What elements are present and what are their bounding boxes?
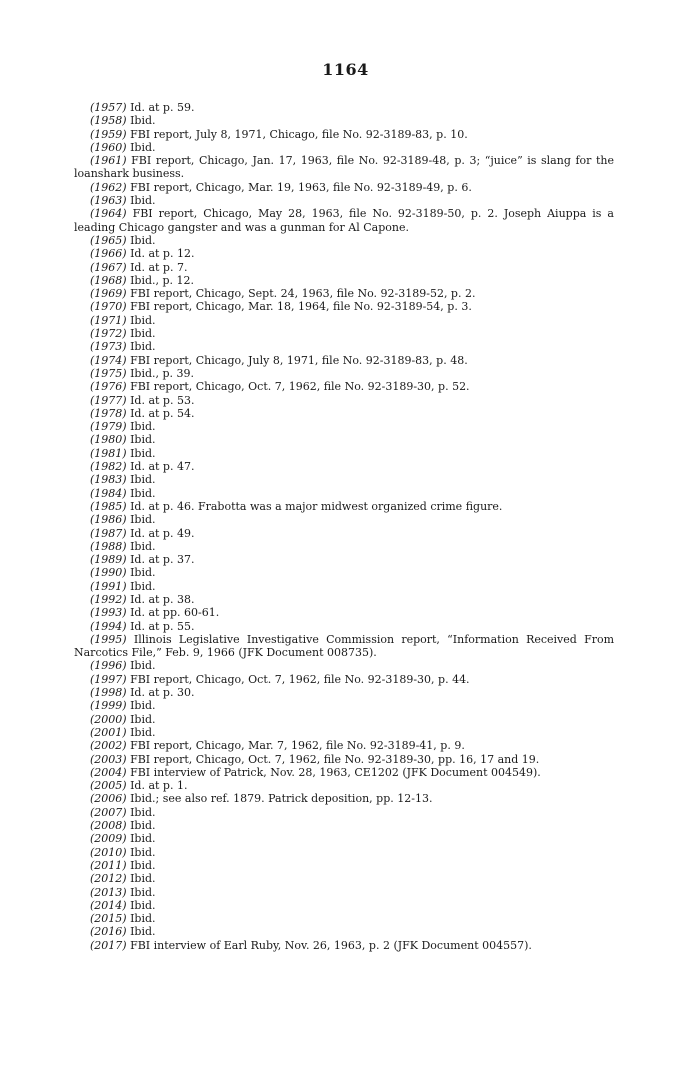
endnote-number: (1966) <box>90 247 127 261</box>
endnote-entry <box>74 367 614 380</box>
endnote-number: (2010) <box>90 845 127 859</box>
endnote-text: Ibid. <box>130 433 156 447</box>
endnote-entry <box>74 779 614 792</box>
endnote-text: Ibid. <box>130 725 156 739</box>
endnote-entry <box>74 327 614 340</box>
endnote-entry <box>74 686 614 699</box>
endnote-text: Ibid., p. 12. <box>130 273 195 287</box>
endnote-entry <box>74 939 614 952</box>
page-number: 1164 <box>322 60 369 79</box>
endnote-number: (1961) <box>90 154 127 168</box>
endnote-entry <box>74 846 614 859</box>
endnote-text: Illinois Legislative Investigative Commission report, “Information Received From Narcotics File,” Feb. 9, 1966 (JFK Document 008735). <box>74 632 615 660</box>
endnote-number: (1967) <box>90 260 127 274</box>
endnote-number: (2005) <box>90 779 127 793</box>
endnote-entry <box>74 899 614 912</box>
endnote-number: (1978) <box>90 406 127 420</box>
endnote-text: Ibid. <box>130 912 156 926</box>
endnote-entry <box>74 580 614 593</box>
endnote-number: (1971) <box>90 313 127 327</box>
endnote-entry <box>74 766 614 779</box>
endnote-text: Id. at p. 53. <box>130 393 195 407</box>
endnote-number: (1973) <box>90 340 127 354</box>
endnote-entry <box>74 713 614 726</box>
endnote-entry <box>74 806 614 819</box>
endnote-number: (1987) <box>90 526 127 540</box>
endnote-entry <box>74 407 614 420</box>
endnote-entry <box>74 673 614 686</box>
endnote-text: Ibid. <box>130 805 156 819</box>
endnote-number: (1979) <box>90 420 127 434</box>
endnote-text: FBI report, Chicago, Jan. 17, 1963, file No. 92-3189-48, p. 3; “juice” is slang for the loanshark business. <box>74 154 614 181</box>
endnote-number: (2013) <box>90 885 127 899</box>
endnote-entry <box>74 420 614 433</box>
endnote-entry <box>74 181 614 194</box>
endnote-number: (1958) <box>90 114 127 128</box>
endnote-entry <box>74 141 614 154</box>
endnote-number: (1963) <box>90 194 127 208</box>
endnote-text: Ibid. <box>130 194 156 208</box>
endnote-text: Ibid. <box>130 340 156 354</box>
endnote-number: (1964) <box>90 207 127 221</box>
endnote-entry <box>74 128 614 141</box>
endnote-text: Ibid. <box>130 446 156 460</box>
endnotes-list <box>74 101 614 952</box>
endnote-text: Id. at p. 47. <box>130 460 195 474</box>
endnote-number: (1974) <box>90 353 127 367</box>
endnote-entry <box>74 553 614 566</box>
endnote-text: FBI report, Chicago, Mar. 19, 1963, file No. 92-3189-49, p. 6. <box>130 180 472 194</box>
endnote-entry <box>74 207 614 234</box>
endnote-entry <box>74 500 614 513</box>
endnote-number: (1984) <box>90 486 127 500</box>
endnote-number: (2001) <box>90 725 127 739</box>
endnote-number: (2016) <box>90 925 127 939</box>
endnote-entry <box>74 925 614 938</box>
endnote-number: (1991) <box>90 579 127 593</box>
endnote-text: Id. at p. 7. <box>130 260 188 274</box>
endnote-number: (1960) <box>90 140 127 154</box>
endnote-number: (1972) <box>90 327 127 341</box>
endnote-number: (1993) <box>90 606 127 620</box>
endnote-number: (2015) <box>90 912 127 926</box>
endnote-entry <box>74 819 614 832</box>
endnote-text: Id. at pp. 60-61. <box>130 606 220 620</box>
endnote-text: Ibid., p. 39. <box>130 366 195 380</box>
endnote-text: FBI report, Chicago, Oct. 7, 1962, file No. 92-3189-30, p. 52. <box>130 380 470 394</box>
endnote-entry <box>74 473 614 486</box>
endnote-number: (2017) <box>90 938 127 952</box>
endnote-entry <box>74 287 614 300</box>
endnote-number: (2009) <box>90 832 127 846</box>
endnote-number: (1986) <box>90 513 127 527</box>
endnote-text: Ibid. <box>130 473 156 487</box>
endnote-entry <box>74 726 614 739</box>
endnote-number: (1976) <box>90 380 127 394</box>
endnote-entry <box>74 433 614 446</box>
endnote-text: Id. at p. 49. <box>130 526 195 540</box>
endnote-text: Ibid. <box>130 712 156 726</box>
endnote-entry <box>74 593 614 606</box>
endnote-text: Id. at p. 46. Frabotta was a major midwest organized crime figure. <box>130 499 503 513</box>
endnote-text: Ibid. <box>130 114 156 128</box>
endnote-number: (1997) <box>90 672 127 686</box>
endnote-entry <box>74 154 614 181</box>
endnote-number: (1983) <box>90 473 127 487</box>
endnote-text: FBI report, Chicago, Oct. 7, 1962, file No. 92-3189-30, p. 44. <box>130 672 470 686</box>
endnote-number: (1980) <box>90 433 127 447</box>
endnote-number: (1969) <box>90 287 127 301</box>
endnote-entry <box>74 101 614 114</box>
endnote-number: (2004) <box>90 765 127 779</box>
endnote-entry <box>74 340 614 353</box>
endnote-number: (1970) <box>90 300 127 314</box>
endnote-entry <box>74 566 614 579</box>
endnote-text: Id. at p. 59. <box>130 101 195 114</box>
endnote-text: Id. at p. 37. <box>130 553 195 567</box>
endnote-text: Ibid. <box>130 858 156 872</box>
endnote-entry <box>74 859 614 872</box>
endnote-number: (1982) <box>90 460 127 474</box>
endnote-text: Ibid. <box>130 539 156 553</box>
endnote-text: Ibid. <box>130 845 156 859</box>
endnote-entry <box>74 487 614 500</box>
endnote-number: (2002) <box>90 739 127 753</box>
endnote-entry <box>74 540 614 553</box>
endnote-number: (1992) <box>90 592 127 606</box>
endnote-text: Ibid. <box>130 140 156 154</box>
endnote-number: (2000) <box>90 712 127 726</box>
endnote-number: (1962) <box>90 180 127 194</box>
endnote-entry <box>74 194 614 207</box>
endnote-text: Ibid. <box>130 486 156 500</box>
endnote-entry <box>74 739 614 752</box>
endnote-text: Id. at p. 55. <box>130 619 195 633</box>
endnote-entry <box>74 247 614 260</box>
endnote-text: FBI interview of Earl Ruby, Nov. 26, 1963, p. 2 (JFK Document 004557). <box>130 938 532 952</box>
endnote-entry <box>74 872 614 885</box>
endnote-text: Ibid. <box>130 313 156 327</box>
endnote-text: FBI report, Chicago, July 8, 1971, file No. 92-3189-83, p. 48. <box>130 353 468 367</box>
endnote-text: FBI report, Chicago, Mar. 7, 1962, file No. 92-3189-41, p. 9. <box>130 739 465 753</box>
endnote-text: FBI report, July 8, 1971, Chicago, file No. 92-3189-83, p. 10. <box>130 127 468 141</box>
endnote-number: (1989) <box>90 553 127 567</box>
endnote-text: Ibid. <box>130 819 156 833</box>
endnote-text: Ibid. <box>130 925 156 939</box>
endnote-entry <box>74 753 614 766</box>
endnote-text: Ibid. <box>130 885 156 899</box>
endnote-entry <box>74 447 614 460</box>
endnote-text: Ibid. <box>130 872 156 886</box>
endnote-text: Id. at p. 12. <box>130 247 195 261</box>
endnote-number: (1995) <box>90 632 127 646</box>
endnote-number: (1965) <box>90 233 127 247</box>
endnote-text: Id. at p. 30. <box>130 686 195 700</box>
endnote-entry <box>74 792 614 805</box>
endnote-entry <box>74 633 614 660</box>
endnote-entry <box>74 513 614 526</box>
endnote-number: (1998) <box>90 686 127 700</box>
endnote-text: FBI report, Chicago, Sept. 24, 1963, file No. 92-3189-52, p. 2. <box>130 287 476 301</box>
endnote-number: (1988) <box>90 539 127 553</box>
endnote-entry <box>74 261 614 274</box>
endnote-text: Ibid. <box>130 832 156 846</box>
endnote-number: (1990) <box>90 566 127 580</box>
endnote-text: Ibid. <box>130 699 156 713</box>
endnote-text: FBI interview of Patrick, Nov. 28, 1963, CE1202 (JFK Document 004549). <box>130 765 541 779</box>
endnote-number: (2011) <box>90 858 127 872</box>
endnote-number: (1981) <box>90 446 127 460</box>
endnote-number: (2014) <box>90 898 127 912</box>
endnote-entry <box>74 699 614 712</box>
endnote-entry <box>74 234 614 247</box>
endnote-number: (1959) <box>90 127 127 141</box>
endnote-number: (1968) <box>90 273 127 287</box>
endnote-number: (1957) <box>90 101 127 114</box>
endnote-number: (1996) <box>90 659 127 673</box>
endnote-number: (2012) <box>90 872 127 886</box>
endnote-text: Ibid. <box>130 898 156 912</box>
endnote-number: (1977) <box>90 393 127 407</box>
endnote-entry <box>74 380 614 393</box>
endnote-text: Ibid. <box>130 579 156 593</box>
endnote-entry <box>74 659 614 672</box>
endnote-text: Ibid.; see also ref. 1879. Patrick deposition, pp. 12-13. <box>130 792 433 806</box>
endnote-entry <box>74 274 614 287</box>
endnote-text: FBI report, Chicago, May 28, 1963, file No. 92-3189-50, p. 2. Joseph Aiuppa is a leading Chicago gangster and was a gunman for Al Capone. <box>74 207 614 234</box>
endnote-number: (1975) <box>90 366 127 380</box>
endnote-entry <box>74 886 614 899</box>
endnote-text: Ibid. <box>130 659 156 673</box>
endnote-entry <box>74 314 614 327</box>
endnote-text: FBI report, Chicago, Oct. 7, 1962, file No. 92-3189-30, pp. 16, 17 and 19. <box>130 752 540 766</box>
endnote-text: Id. at p. 1. <box>130 779 188 793</box>
endnote-entry <box>74 394 614 407</box>
endnote-text: Id. at p. 38. <box>130 592 195 606</box>
endnote-entry <box>74 606 614 619</box>
endnote-number: (1985) <box>90 499 127 513</box>
endnote-entry <box>74 912 614 925</box>
endnote-number: (2007) <box>90 805 127 819</box>
endnote-entry <box>74 620 614 633</box>
endnote-entry <box>74 832 614 845</box>
endnote-entry <box>74 300 614 313</box>
endnote-entry <box>74 460 614 473</box>
endnote-text: Ibid. <box>130 420 156 434</box>
endnote-text: Ibid. <box>130 566 156 580</box>
endnote-number: (1994) <box>90 619 127 633</box>
endnote-entry <box>74 114 614 127</box>
endnote-text: Id. at p. 54. <box>130 406 195 420</box>
endnote-number: (2008) <box>90 819 127 833</box>
endnote-number: (2006) <box>90 792 127 806</box>
endnote-text: Ibid. <box>130 327 156 341</box>
endnote-text: Ibid. <box>130 233 156 247</box>
endnote-entry <box>74 527 614 540</box>
endnote-text: FBI report, Chicago, Mar. 18, 1964, file No. 92-3189-54, p. 3. <box>130 300 472 314</box>
endnote-number: (2003) <box>90 752 127 766</box>
endnote-text: Ibid. <box>130 513 156 527</box>
endnote-number: (1999) <box>90 699 127 713</box>
endnote-entry <box>74 354 614 367</box>
